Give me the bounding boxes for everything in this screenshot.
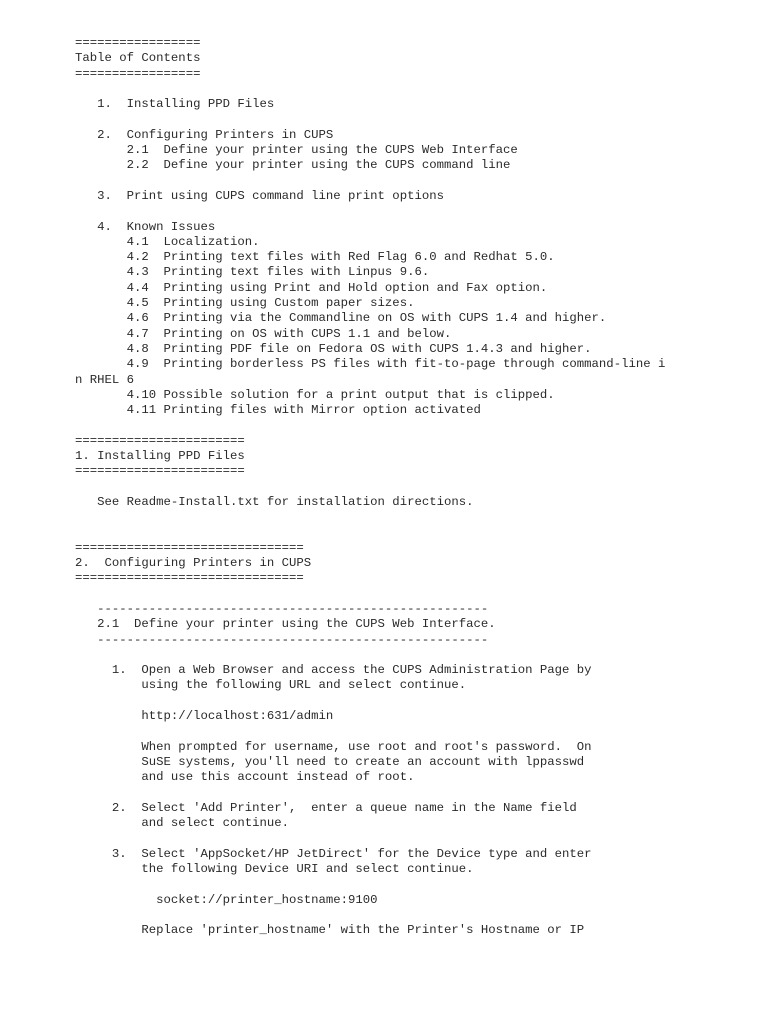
blank-line bbox=[75, 877, 665, 892]
document-line: ----------------------------------------------------- bbox=[75, 601, 489, 616]
document-line: 4.6 Printing via the Commandline on OS with CUPS 1.4 and higher. bbox=[75, 311, 607, 326]
blank-line bbox=[75, 418, 665, 433]
blank-line bbox=[75, 82, 665, 97]
blank-line bbox=[75, 724, 665, 739]
document-line: Replace 'printer_hostname' with the Printer's Hostname or IP bbox=[75, 923, 585, 938]
blank-line bbox=[75, 480, 665, 495]
document-line: ================= bbox=[75, 36, 201, 50]
blank-line bbox=[75, 908, 665, 923]
blank-line bbox=[75, 587, 665, 602]
blank-line bbox=[75, 204, 665, 219]
document-line: 4.1 Localization. bbox=[75, 234, 260, 249]
document-line: ======================= bbox=[75, 433, 245, 448]
document-line: 2.2 Define your printer using the CUPS command line bbox=[75, 158, 511, 173]
blank-line bbox=[75, 510, 665, 525]
blank-line bbox=[75, 831, 665, 846]
document-line: Table of Contents bbox=[75, 51, 201, 66]
document-line: http://localhost:631/admin bbox=[75, 709, 334, 724]
document-line: 3. Select 'AppSocket/HP JetDirect' for the Device type and enter bbox=[75, 846, 592, 861]
document-line: using the following URL and select continue. bbox=[75, 678, 467, 693]
blank-line bbox=[75, 174, 665, 189]
document-line: 4.11 Printing files with Mirror option activated bbox=[75, 403, 481, 418]
blank-line bbox=[75, 694, 665, 709]
document-line: When prompted for username, use root and root's password. On bbox=[75, 739, 592, 754]
document-line: the following Device URI and select continue. bbox=[75, 862, 474, 877]
document-line: 4.7 Printing on OS with CUPS 1.1 and below. bbox=[75, 326, 452, 341]
document-line: 1. Open a Web Browser and access the CUPS Administration Page by bbox=[75, 663, 592, 678]
document-line: 4.3 Printing text files with Linpus 9.6. bbox=[75, 265, 430, 280]
document-line: n RHEL 6 bbox=[75, 372, 135, 387]
document-line: 1. Installing PPD Files bbox=[75, 97, 275, 112]
document-line: 2. Configuring Printers in CUPS bbox=[75, 127, 334, 142]
blank-line bbox=[75, 112, 665, 127]
document-line: 2. Configuring Printers in CUPS bbox=[75, 556, 312, 571]
document-line: =============================== bbox=[75, 540, 304, 555]
document-line: 3. Print using CUPS command line print options bbox=[75, 188, 444, 203]
document-line: 4.4 Printing using Print and Hold option and Fax option. bbox=[75, 280, 548, 295]
document-line: and use this account instead of root. bbox=[75, 770, 415, 785]
document-line: =============================== bbox=[75, 571, 304, 586]
document-line: socket://printer_hostname:9100 bbox=[75, 892, 378, 907]
blank-line bbox=[75, 648, 665, 663]
document-line: ----------------------------------------------------- bbox=[75, 632, 489, 647]
document-line: 2.1 Define your printer using the CUPS Web Interface. bbox=[75, 617, 496, 632]
document-line: SuSE systems, you'll need to create an account with lppasswd bbox=[75, 754, 585, 769]
document-line: See Readme-Install.txt for installation directions. bbox=[75, 494, 474, 509]
document-line: ======================= bbox=[75, 464, 245, 479]
document-line: 2.1 Define your printer using the CUPS Web Interface bbox=[75, 143, 518, 158]
document-line: 1. Installing PPD Files bbox=[75, 449, 245, 464]
document-line: 4.8 Printing PDF file on Fedora OS with CUPS 1.4.3 and higher. bbox=[75, 341, 592, 356]
readme-document bbox=[75, 36, 665, 939]
document-line: 2. Select 'Add Printer', enter a queue name in the Name field bbox=[75, 800, 577, 815]
blank-line bbox=[75, 786, 665, 801]
document-line: 4.5 Printing using Custom paper sizes. bbox=[75, 296, 415, 311]
document-line: 4. Known Issues bbox=[75, 219, 216, 234]
document-line: 4.2 Printing text files with Red Flag 6.0 and Redhat 5.0. bbox=[75, 250, 555, 265]
document-line: ================= bbox=[75, 66, 201, 81]
document-line: 4.10 Possible solution for a print output that is clipped. bbox=[75, 387, 555, 402]
document-line: and select continue. bbox=[75, 816, 290, 831]
blank-line bbox=[75, 526, 665, 541]
document-line: 4.9 Printing borderless PS files with fit-to-page through command-line i bbox=[75, 357, 666, 372]
